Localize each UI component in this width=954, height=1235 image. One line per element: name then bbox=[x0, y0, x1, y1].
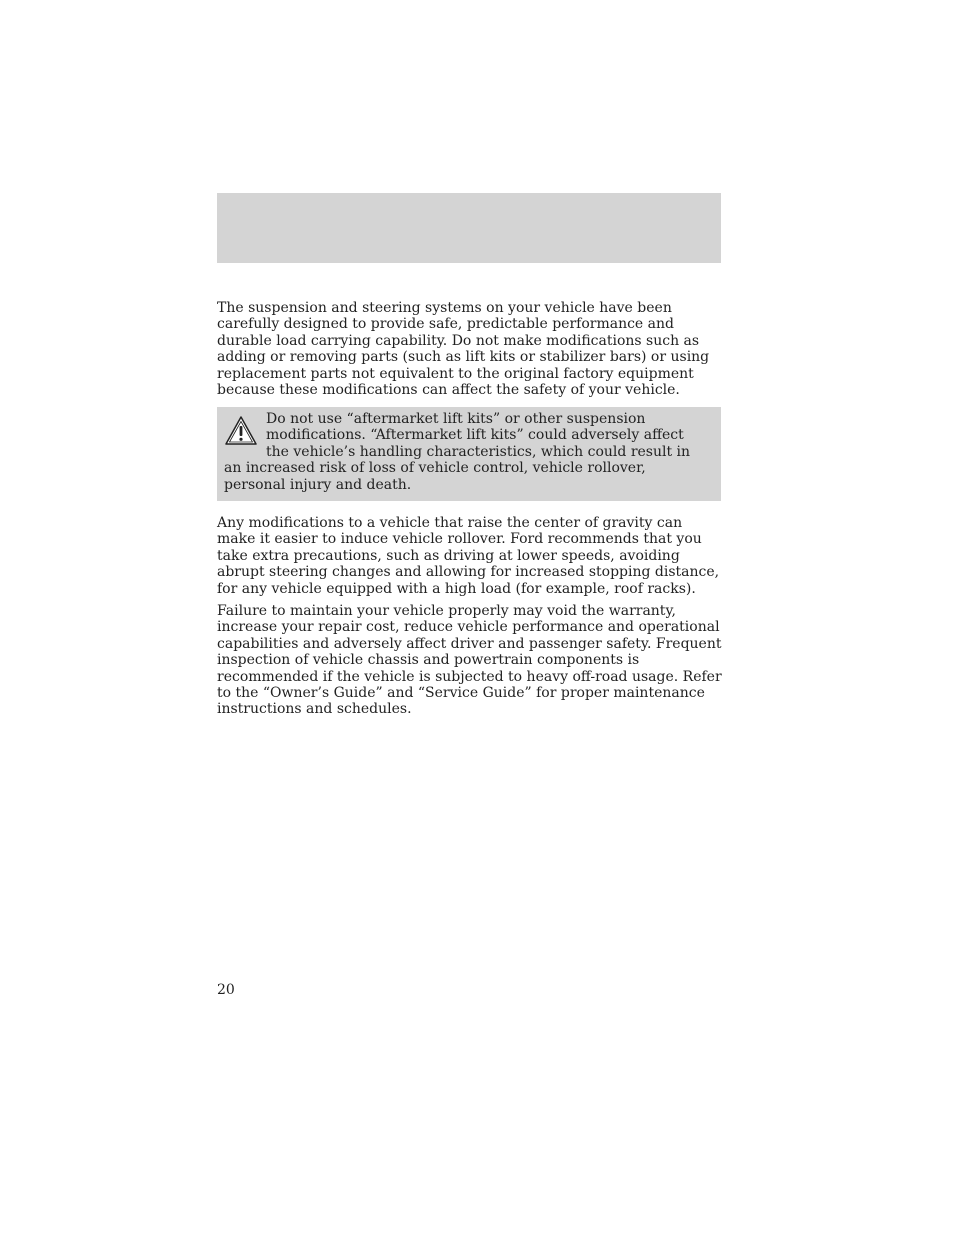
maintenance-paragraph: Failure to maintain your vehicle properly may void the warranty, increase your repair cost, reduce vehicle performance and operational capabilities and adversely affect driver and passenger safety. Frequent inspection of vehicle chassis and powertrain components is recommended if the vehicle is subjected to heavy off-road usage. Refer to the “Owner’s Guide” and “Service Guide” for proper maintenance instructions and schedules. bbox=[217, 603, 722, 718]
rollover-paragraph: Any modifications to a vehicle that raise the center of gravity can make it easier to induce vehicle rollover. Ford recommends that you take extra precautions, such as driving at lower speeds, avoiding abrupt steering changes and allowing for increased stopping distance, for any vehicle equipped with a high load (for example, roof racks). bbox=[217, 515, 720, 597]
page-number: 20 bbox=[217, 982, 235, 998]
warning-box bbox=[217, 407, 721, 501]
intro-paragraph: The suspension and steering systems on your vehicle have been carefully designed to provide safe, predictable performance and durable load carrying capability. Do not make modifications such as adding or removing parts (such as lift kits or stabilizer bars) or using replacement parts not equivalent to the original factory equipment because these modifications can affect the safety of your vehicle. bbox=[217, 300, 710, 399]
section-header-bar bbox=[217, 193, 721, 263]
warning-text: Do not use “aftermarket lift kits” or other suspension modifications. “Aftermarket lift kits” could adversely affect the vehicle’s handling characteristics, which could result in an increased risk of loss of vehicle control, vehicle rollover, personal injury and death. bbox=[224, 411, 691, 493]
warning-triangle-icon bbox=[224, 415, 258, 447]
